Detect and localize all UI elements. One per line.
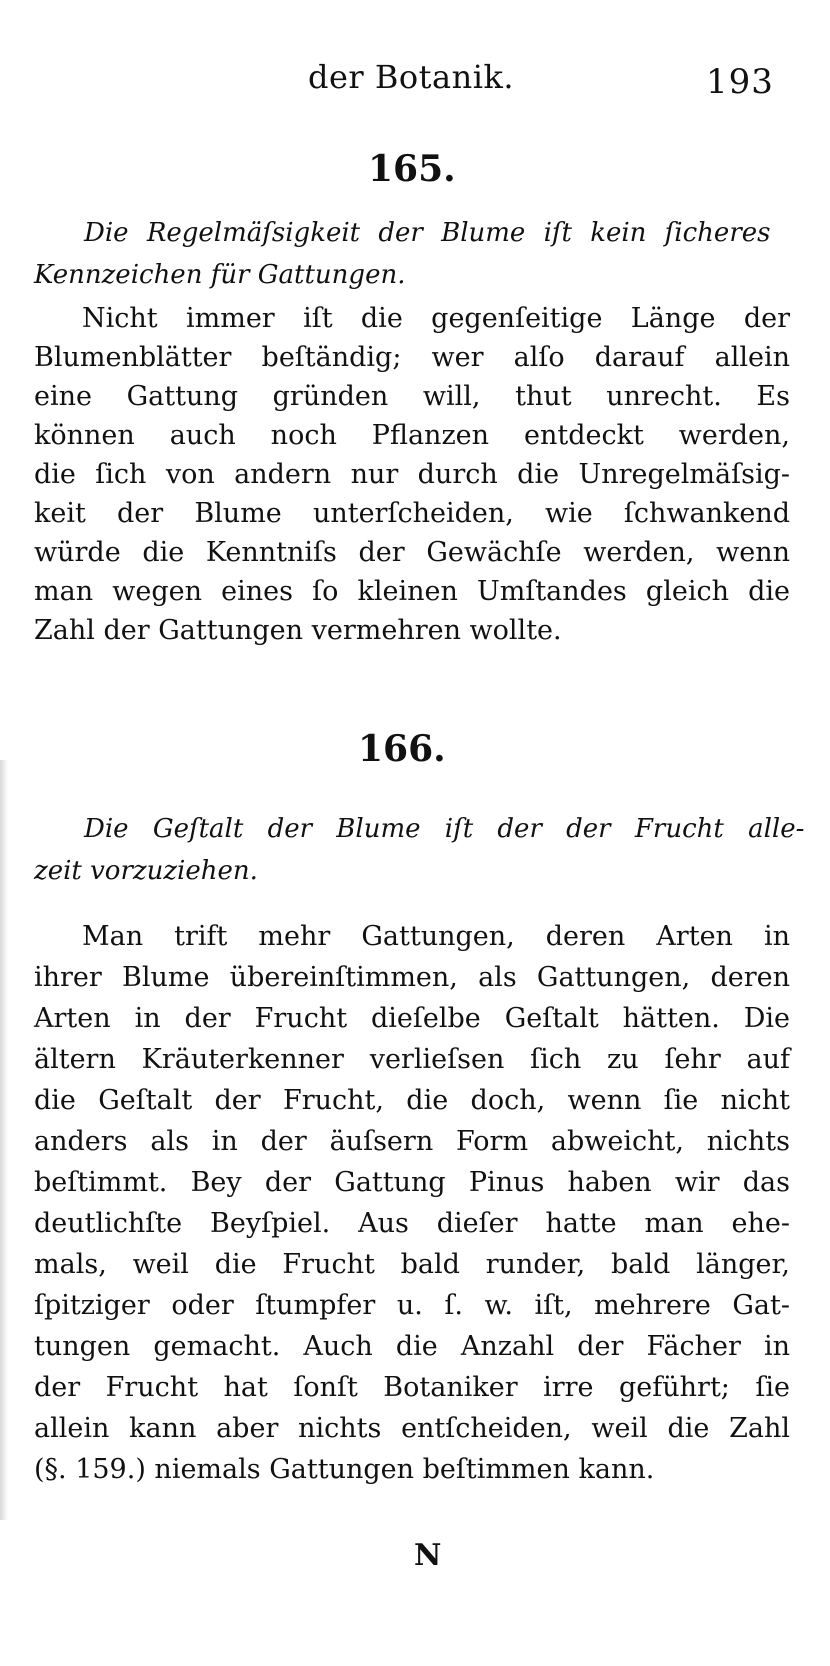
section-165-text-line: Zahl der Gattungen vermehren wollte. (34, 615, 562, 646)
page-number: 193 (706, 62, 774, 102)
running-title: der Botanik. (308, 58, 515, 96)
section-165-text-line: die ſich von andern nur durch die Unregelmäſsig- (34, 459, 790, 490)
section-165-text-line: Nicht immer iſt die gegenſeitige Länge der (82, 303, 790, 334)
section-166-text-line: Arten in der Frucht dieſelbe Geſtalt hätten. Die (34, 1003, 790, 1034)
section-number-166: 166. (358, 728, 446, 770)
section-166-text-line: ihrer Blume übereinſtimmen, als Gattungen, deren (34, 962, 790, 993)
section-165-text-line: würde die Kenntniſs der Gewächſe werden, wenn (34, 537, 790, 568)
section-166-text-line: ſpitziger oder ſtumpfer u. ſ. w. iſt, mehrere Gat- (34, 1290, 790, 1321)
section-165-text-line: Blumenblätter beſtändig; wer alſo darauf allein (34, 342, 790, 373)
section-165-heading-line: Kennzeichen für Gattungen. (34, 260, 406, 290)
section-166-heading-line: Die Geſtalt der Blume iſt der der Frucht alle- (84, 814, 805, 844)
section-165-text-line: keit der Blume unterſcheiden, wie ſchwankend (34, 498, 790, 529)
section-166-text-line: mals, weil die Frucht bald runder, bald länger, (34, 1249, 790, 1280)
signature-mark: N (414, 1538, 442, 1573)
section-166-text-line: (§. 159.) niemals Gattungen beſtimmen kann. (34, 1454, 655, 1485)
section-165-heading-line: Die Regelmäſsigkeit der Blume iſt kein ſicheres (84, 218, 771, 248)
section-166-text-line: beſtimmt. Bey der Gattung Pinus haben wir das (34, 1167, 790, 1198)
section-166-text-line: allein kann aber nichts entſcheiden, weil die Zahl (34, 1413, 790, 1444)
section-166-text-line: deutlichſte Beyſpiel. Aus dieſer hatte man ehe- (34, 1208, 790, 1239)
section-165-text-line: können auch noch Pflanzen entdeckt werden, (34, 420, 790, 451)
section-166-text-line: tungen gemacht. Auch die Anzahl der Fächer in (34, 1331, 790, 1362)
section-166-text-line: ältern Kräuterkenner verlieſsen ſich zu ſehr auf (34, 1044, 790, 1075)
section-165-text-line: eine Gattung gründen will, thut unrecht. Es (34, 381, 790, 412)
section-166-text-line: der Frucht hat ſonſt Botaniker irre geführt; ſie (34, 1372, 790, 1403)
section-166-text-line: anders als in der äuſsern Form abweicht, nichts (34, 1126, 790, 1157)
section-166-heading-line: zeit vorzuziehen. (34, 856, 258, 886)
section-number-165: 165. (368, 148, 456, 190)
section-166-text-line: die Geſtalt der Frucht, die doch, wenn ſie nicht (34, 1085, 790, 1116)
section-165-text-line: man wegen eines ſo kleinen Umſtandes gleich die (34, 576, 790, 607)
scan-edge-shadow (0, 760, 8, 1520)
section-166-text-line: Man trift mehr Gattungen, deren Arten in (82, 921, 790, 952)
